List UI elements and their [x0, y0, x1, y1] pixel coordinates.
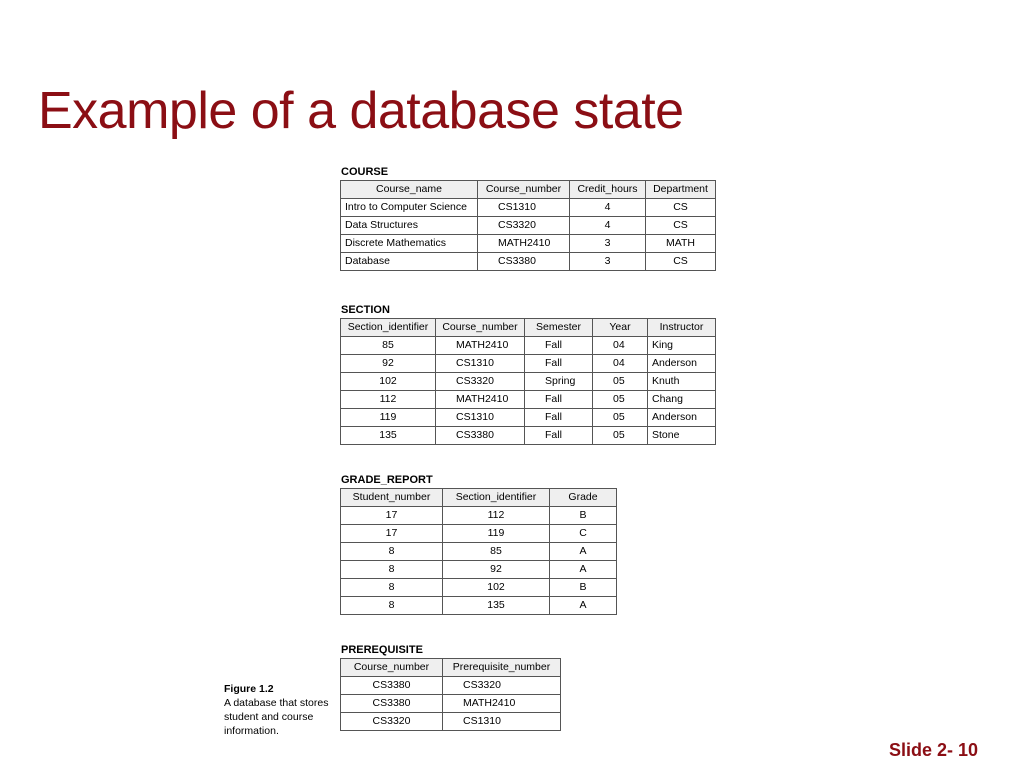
table-cell: C — [550, 525, 617, 543]
table-cell: Spring — [525, 373, 593, 391]
prerequisite-table — [340, 658, 561, 731]
table-cell: Fall — [525, 337, 593, 355]
table-cell: MATH2410 — [443, 695, 561, 713]
course-table-label: COURSE — [341, 166, 389, 178]
table-row — [341, 409, 716, 427]
table-cell: Stone — [648, 427, 716, 445]
caption-line: A database that stores — [224, 697, 329, 709]
column-header: Course_number — [341, 659, 443, 677]
table-cell: 17 — [341, 507, 443, 525]
table-cell: CS3320 — [443, 677, 561, 695]
column-header: Section_identifier — [341, 319, 436, 337]
table-cell: CS1310 — [436, 355, 525, 373]
table-cell: CS — [646, 199, 716, 217]
table-cell: 112 — [443, 507, 550, 525]
table-cell: 112 — [341, 391, 436, 409]
column-header: Section_identifier — [443, 489, 550, 507]
course-table — [340, 180, 716, 271]
table-cell: 17 — [341, 525, 443, 543]
table-cell: 119 — [341, 409, 436, 427]
slide-title: Example of a database state — [38, 82, 684, 140]
table-cell: 92 — [443, 561, 550, 579]
table-cell: Fall — [525, 409, 593, 427]
table-cell: 8 — [341, 543, 443, 561]
table-cell: 135 — [341, 427, 436, 445]
grade-report-table — [340, 488, 617, 615]
table-header-row — [341, 181, 716, 199]
table-cell: 102 — [443, 579, 550, 597]
table-header-row — [341, 489, 617, 507]
section-table — [340, 318, 716, 445]
column-header: Course_name — [341, 181, 478, 199]
table-row — [341, 579, 617, 597]
table-cell: CS3380 — [436, 427, 525, 445]
table-cell: MATH2410 — [478, 235, 570, 253]
table-cell: CS — [646, 217, 716, 235]
table-cell: Knuth — [648, 373, 716, 391]
grade-report-table-label: GRADE_REPORT — [341, 474, 433, 486]
table-row — [341, 199, 716, 217]
table-cell: CS3380 — [478, 253, 570, 271]
table-cell: Discrete Mathematics — [341, 235, 478, 253]
table-row — [341, 561, 617, 579]
table-cell: 05 — [593, 391, 648, 409]
table-row — [341, 713, 561, 731]
table-cell: 05 — [593, 409, 648, 427]
table-cell: 135 — [443, 597, 550, 615]
table-header-row — [341, 659, 561, 677]
table-cell: CS1310 — [443, 713, 561, 731]
table-cell: 85 — [443, 543, 550, 561]
table-cell: Fall — [525, 355, 593, 373]
table-row — [341, 597, 617, 615]
table-cell: 05 — [593, 427, 648, 445]
column-header: Course_number — [478, 181, 570, 199]
table-cell: B — [550, 507, 617, 525]
table-cell: 04 — [593, 337, 648, 355]
table-cell: Data Structures — [341, 217, 478, 235]
table-cell: 3 — [570, 253, 646, 271]
prerequisite-table-label: PREREQUISITE — [341, 644, 423, 656]
table-cell: MATH2410 — [436, 337, 525, 355]
table-row — [341, 373, 716, 391]
figure-caption — [224, 682, 329, 738]
table-cell: CS1310 — [478, 199, 570, 217]
table-cell: 119 — [443, 525, 550, 543]
table-cell: 85 — [341, 337, 436, 355]
table-cell: CS — [646, 253, 716, 271]
table-cell: 102 — [341, 373, 436, 391]
table-row — [341, 525, 617, 543]
table-row — [341, 391, 716, 409]
table-row — [341, 695, 561, 713]
table-cell: Anderson — [648, 355, 716, 373]
column-header: Course_number — [436, 319, 525, 337]
table-row — [341, 427, 716, 445]
table-cell: B — [550, 579, 617, 597]
table-cell: Fall — [525, 427, 593, 445]
column-header: Instructor — [648, 319, 716, 337]
table-cell: A — [550, 597, 617, 615]
table-cell: Fall — [525, 391, 593, 409]
table-cell: Database — [341, 253, 478, 271]
caption-line: information. — [224, 725, 279, 737]
table-cell: MATH — [646, 235, 716, 253]
table-cell: 05 — [593, 373, 648, 391]
column-header: Credit_hours — [570, 181, 646, 199]
caption-line: student and course — [224, 711, 314, 723]
table-cell: CS1310 — [436, 409, 525, 427]
table-cell: 8 — [341, 561, 443, 579]
table-cell: Intro to Computer Science — [341, 199, 478, 217]
table-cell: CS3380 — [341, 677, 443, 695]
column-header: Grade — [550, 489, 617, 507]
column-header: Student_number — [341, 489, 443, 507]
table-row — [341, 337, 716, 355]
table-row — [341, 507, 617, 525]
table-cell: 8 — [341, 597, 443, 615]
table-header-row — [341, 319, 716, 337]
table-cell: King — [648, 337, 716, 355]
table-cell: 04 — [593, 355, 648, 373]
table-row — [341, 543, 617, 561]
column-header: Department — [646, 181, 716, 199]
table-cell: 8 — [341, 579, 443, 597]
table-cell: MATH2410 — [436, 391, 525, 409]
table-cell: Chang — [648, 391, 716, 409]
table-cell: 3 — [570, 235, 646, 253]
table-cell: A — [550, 561, 617, 579]
table-cell: 4 — [570, 199, 646, 217]
table-row — [341, 217, 716, 235]
table-cell: CS3320 — [436, 373, 525, 391]
column-header: Semester — [525, 319, 593, 337]
table-cell: Anderson — [648, 409, 716, 427]
column-header: Year — [593, 319, 648, 337]
table-cell: CS3320 — [341, 713, 443, 731]
figure-label: Figure 1.2 — [224, 683, 274, 695]
table-cell: A — [550, 543, 617, 561]
section-table-label: SECTION — [341, 304, 390, 316]
table-cell: CS3380 — [341, 695, 443, 713]
table-row — [341, 235, 716, 253]
table-row — [341, 253, 716, 271]
column-header: Prerequisite_number — [443, 659, 561, 677]
table-cell: 92 — [341, 355, 436, 373]
slide-number: Slide 2- 10 — [888, 740, 978, 760]
table-cell: CS3320 — [478, 217, 570, 235]
table-row — [341, 677, 561, 695]
table-cell: 4 — [570, 217, 646, 235]
table-row — [341, 355, 716, 373]
